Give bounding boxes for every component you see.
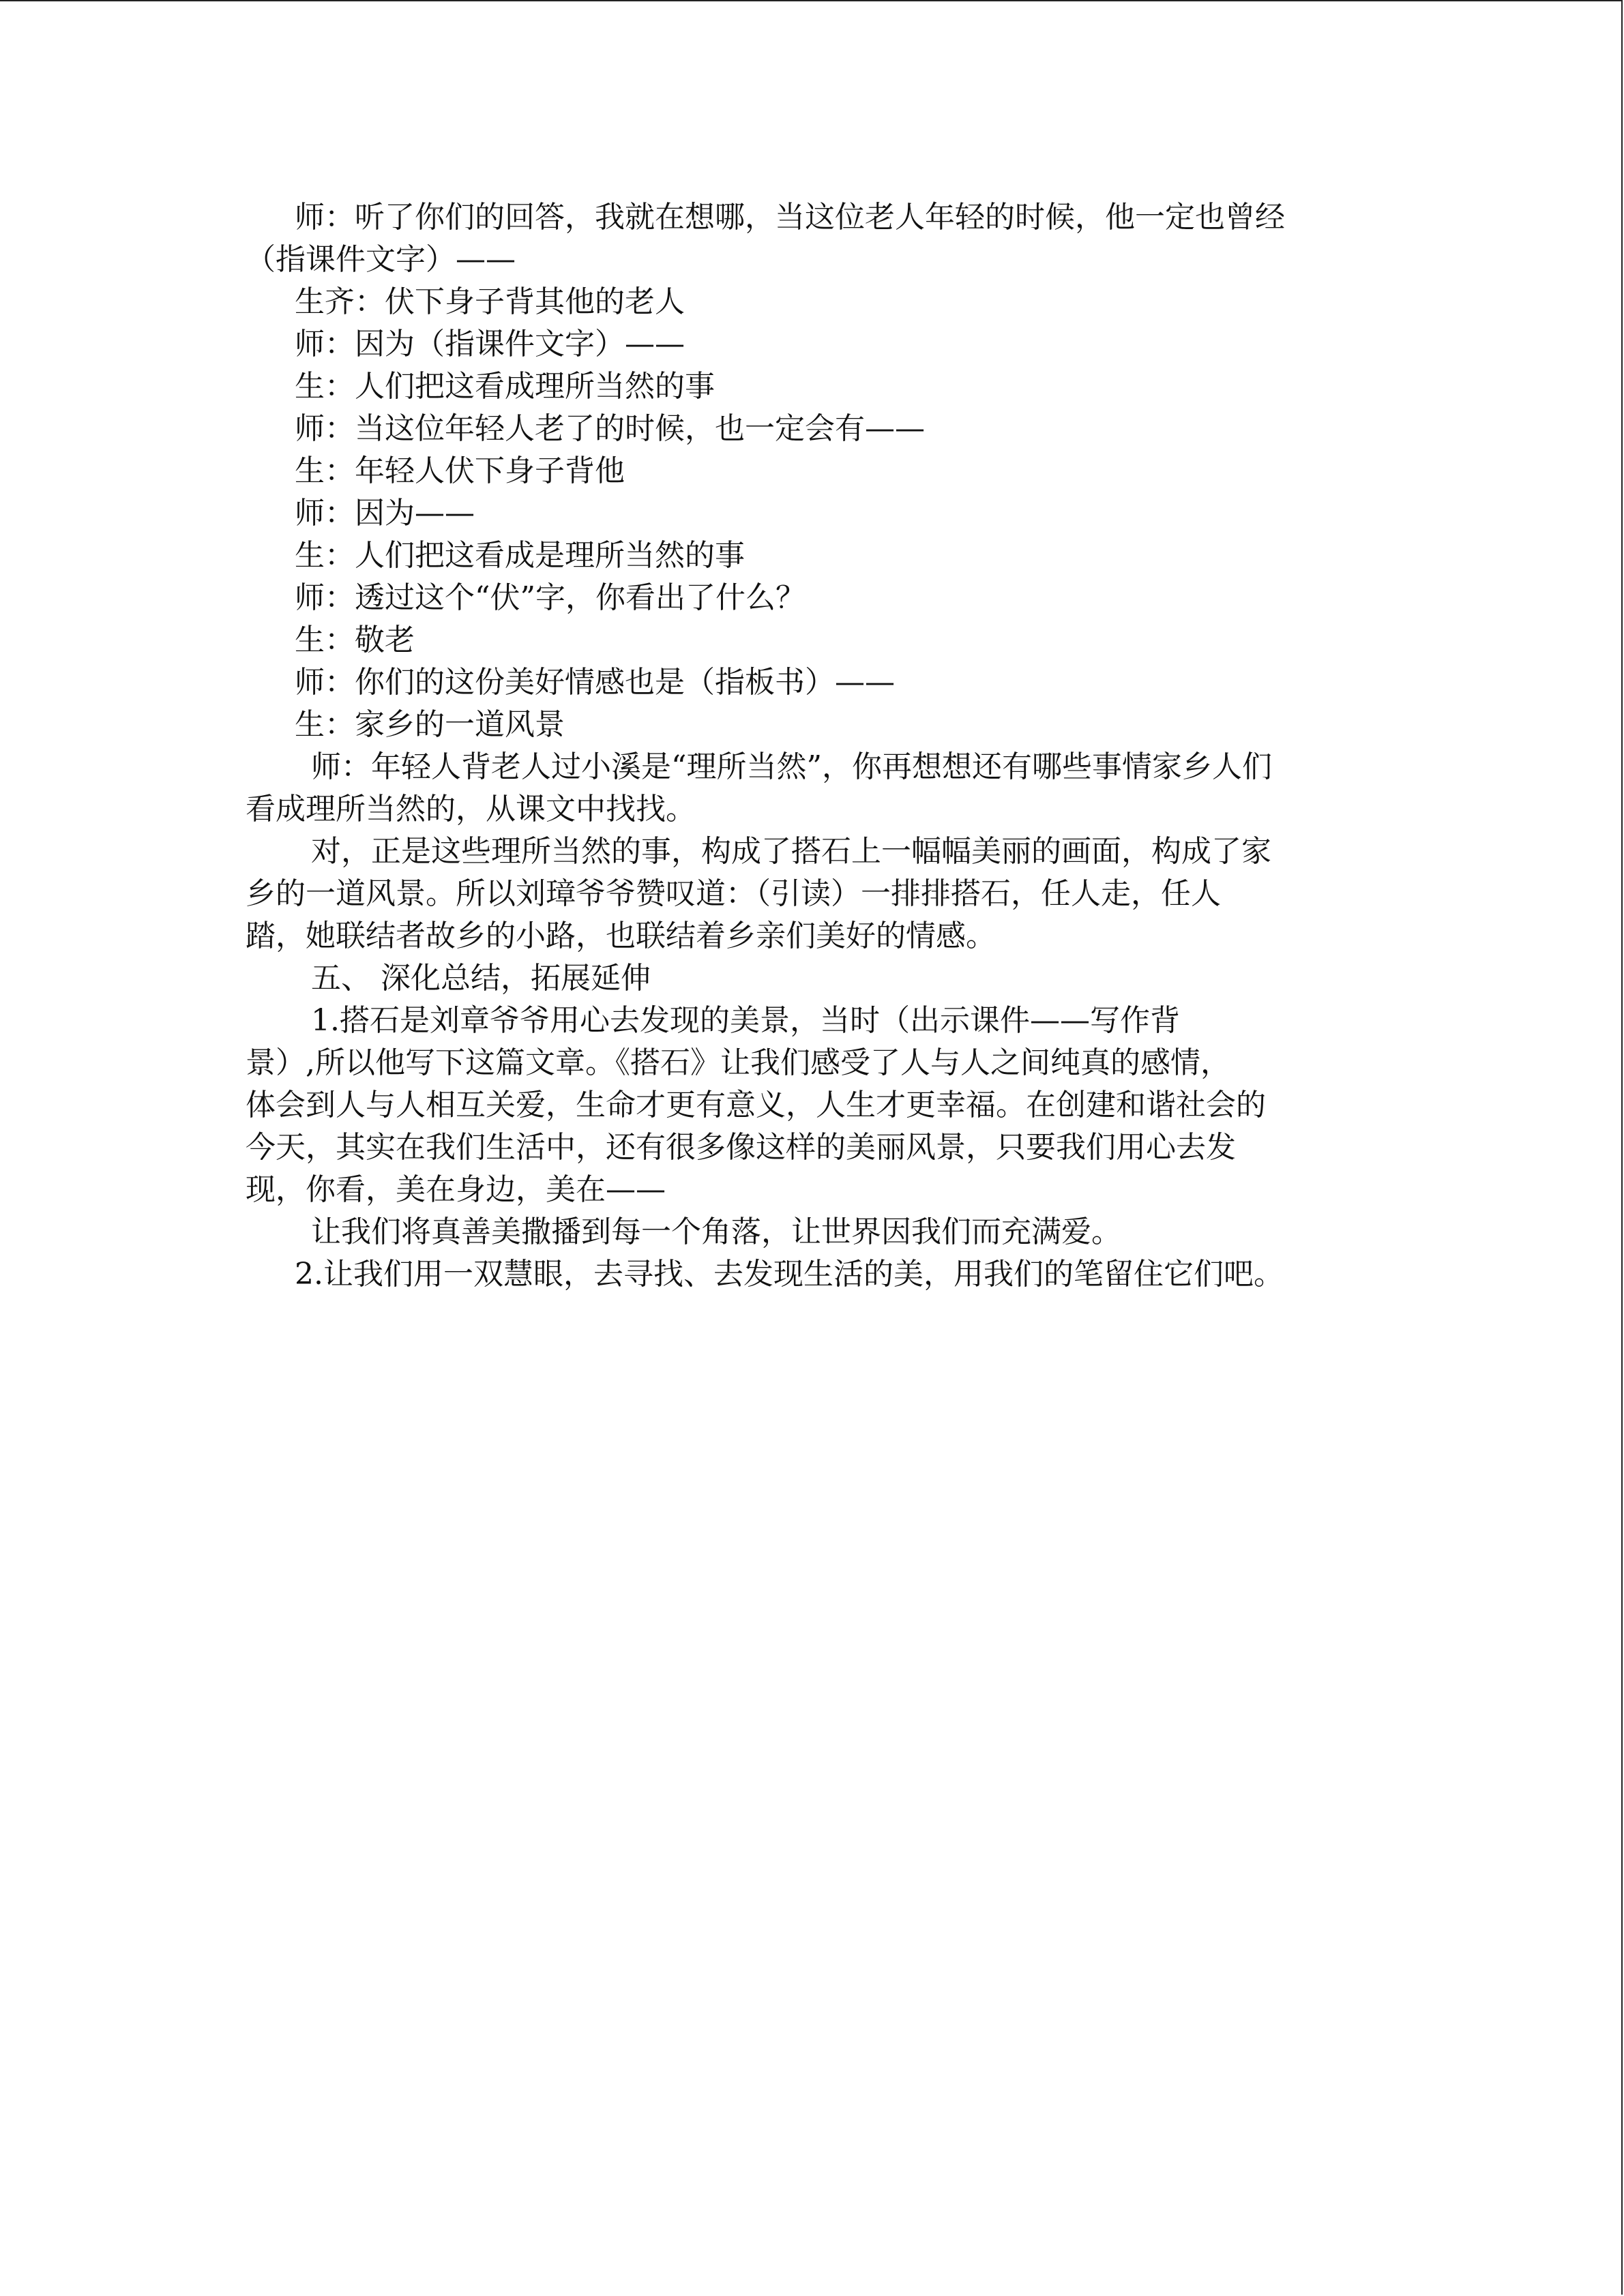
paragraph — [246, 196, 1391, 281]
text-line: 今天，其实在我们生活中，还有很多像这样的美丽风景，只要我们用心去发 — [246, 1130, 1236, 1165]
text-line: 乡的一道风景。所以刘璋爷爷赞叹道：（引读）一排排搭石，任人走，任人 — [246, 876, 1221, 911]
paragraph: 生：敬老 — [295, 623, 415, 657]
text-line: 师：听了你们的回答，我就在想哪，当这位老人年轻的时候，他一定也曾经 — [295, 200, 1285, 235]
text-line: （指课件文字）—— — [246, 242, 516, 277]
paragraph: 师：因为—— — [295, 496, 475, 531]
paragraph: 生：人们把这看成是理所当然的事 — [295, 538, 745, 573]
text-line: 师：年轻人背老人过小溪是“理所当然”，你再想想还有哪些事情家乡人们 — [311, 749, 1272, 784]
text-line: 对，正是这些理所当然的事，构成了搭石上一幅幅美丽的画面，构成了家 — [311, 834, 1271, 869]
paragraph: 师：因为（指课件文字）—— — [295, 327, 685, 361]
paragraph — [246, 746, 1391, 831]
document-body — [246, 196, 1391, 1296]
paragraph: 生：人们把这看成理所当然的事 — [295, 369, 715, 404]
paragraph — [246, 831, 1391, 957]
paragraph: 生齐：伏下身子背其他的老人 — [295, 284, 685, 319]
paragraph: 让我们将真善美撒播到每一个角落，让世界因我们而充满爱。 — [311, 1214, 1121, 1249]
text-line: 看成理所当然的，从课文中找找。 — [246, 792, 696, 826]
paragraph: 2.让我们用一双慧眼，去寻找、去发现生活的美，用我们的笔留住它们吧。 — [295, 1257, 1284, 1292]
text-line: 体会到人与人相互关爱，生命才更有意义，人生才更幸福。在创建和谐社会的 — [246, 1088, 1266, 1122]
paragraph: 生：年轻人伏下身子背他 — [295, 453, 625, 488]
text-line: 1.搭石是刘章爷爷用心去发现的美景，当时（出示课件——写作背 — [311, 1003, 1180, 1038]
paragraph: 生：家乡的一道风景 — [295, 707, 565, 742]
section-heading: 五、 深化总结，拓展延伸 — [311, 961, 651, 996]
paragraph: 师：透过这个“伏”字，你看出了什么？ — [295, 580, 806, 615]
paragraph: 师：你们的这份美好情感也是（指板书）—— — [295, 665, 895, 700]
paragraph — [246, 1000, 1391, 1211]
text-line: 踏，她联结者故乡的小路，也联结着乡亲们美好的情感。 — [246, 919, 996, 953]
paragraph: 师：当这位年轻人老了的时候，也一定会有—— — [295, 411, 925, 446]
text-line: 景）,所以他写下这篇文章。《搭石》让我们感受了人与人之间纯真的感情， — [246, 1045, 1230, 1080]
text-line: 现，你看，美在身边，美在—— — [246, 1172, 666, 1207]
